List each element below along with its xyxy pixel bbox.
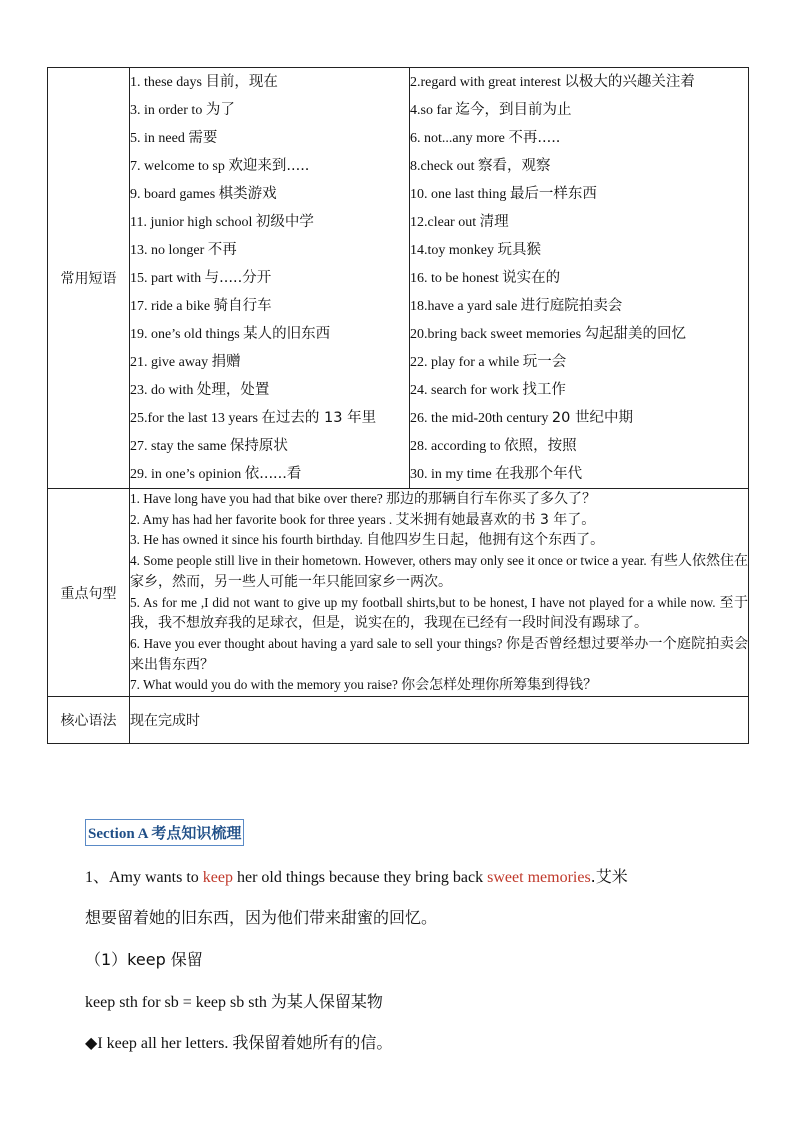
phrase-en: 26. the mid-20th century bbox=[410, 411, 549, 426]
highlight-sweet-memories: sweet memories bbox=[487, 869, 591, 886]
phrases-label: 常用短语 bbox=[48, 68, 130, 489]
key-sentence bbox=[130, 593, 748, 634]
key-sentence bbox=[130, 489, 748, 510]
phrase-zh: 玩具猴 bbox=[497, 242, 541, 258]
point-heading-keep bbox=[85, 947, 203, 970]
sentences-row bbox=[48, 489, 749, 697]
sentence-zh: 艾米拥有她最喜欢的书 3 年了。 bbox=[395, 511, 596, 528]
phrase-item bbox=[130, 180, 409, 208]
sentence-zh: 那边的那辆自行车你买了多久了？ bbox=[385, 491, 596, 507]
phrase-item bbox=[410, 264, 748, 292]
sentence-en: 5. As for me ,I did not want to give up my football shirts,but to be honest, I have not played for a while now. bbox=[130, 594, 716, 610]
phrase-zh: 说实在的 bbox=[502, 270, 561, 286]
key-sentence bbox=[130, 634, 748, 675]
phrase-zh: 在我那个年代 bbox=[495, 466, 583, 482]
phrase-item bbox=[130, 404, 409, 432]
phrase-en: 21. give away bbox=[130, 355, 209, 370]
example-zh: 我保留着她所有的信。 bbox=[232, 1033, 393, 1052]
phrase-en: 6. not...any more bbox=[410, 131, 505, 146]
sentence-en: 2. Amy has had her favorite book for three years . bbox=[130, 511, 393, 527]
phrase-item bbox=[410, 376, 748, 404]
phrase-item bbox=[130, 348, 409, 376]
phrase-zh: 捐赠 bbox=[211, 354, 241, 370]
phrase-en: 9. board games bbox=[130, 187, 216, 202]
phrase-en: 17. ride a bike bbox=[130, 299, 211, 314]
phrase-en: 7. welcome to sp bbox=[130, 159, 225, 174]
phrase-zh: 察看，观察 bbox=[478, 158, 551, 174]
phrase-en: 8.check out bbox=[410, 159, 475, 174]
phrase-en: 29. in one’s opinion bbox=[130, 467, 242, 482]
phrase-zh: 在过去的 13 年里 bbox=[261, 410, 377, 426]
phrase-item bbox=[410, 460, 748, 488]
translation-text: 想要留着她的旧东西，因为他们带来甜蜜的回忆。 bbox=[85, 908, 438, 927]
sentence-zh: 自他四岁生日起，他拥有这个东西了。 bbox=[366, 532, 605, 549]
phrase-item bbox=[410, 348, 748, 376]
grammar-value: 现在完成时 bbox=[130, 697, 749, 744]
phrase-en: 27. stay the same bbox=[130, 439, 227, 454]
phrase-zh: 棋类游戏 bbox=[218, 186, 277, 202]
usage-pattern: keep sth for sb = keep sb sth bbox=[85, 994, 271, 1011]
sentence-zh: 你会怎样处理你所筹集到得钱？ bbox=[401, 677, 598, 694]
phrase-zh: 以极大的兴趣关注着 bbox=[564, 74, 695, 90]
phrase-en: 28. according to bbox=[410, 439, 501, 454]
phrase-en: 2.regard with great interest bbox=[410, 75, 561, 90]
phrase-item bbox=[130, 292, 409, 320]
phrase-item bbox=[410, 180, 748, 208]
phrases-right-column bbox=[410, 68, 749, 489]
phrase-item bbox=[410, 152, 748, 180]
phrase-item bbox=[410, 68, 748, 96]
phrase-zh: 依......看 bbox=[244, 466, 302, 482]
phrase-item bbox=[130, 68, 409, 96]
sentence-zh: 有些人依然住在家乡，然而，另一些人可能一年只能回家乡一两次。 bbox=[130, 553, 749, 590]
example-sentence-line bbox=[85, 864, 628, 887]
sentence-en: 1. Have long have you had that bike over there? bbox=[130, 491, 383, 506]
phrase-en: 23. do with bbox=[130, 383, 194, 398]
phrases-left-column bbox=[130, 68, 410, 489]
phrase-en: 25.for the last 13 years bbox=[130, 411, 258, 426]
phrase-zh: 保持原状 bbox=[229, 438, 288, 454]
point-heading-text: （1）keep 保留 bbox=[85, 950, 203, 969]
section-title-en: Section A bbox=[88, 826, 148, 842]
phrase-zh: 为了 bbox=[205, 102, 235, 118]
phrase-zh: 找工作 bbox=[522, 382, 566, 398]
key-sentence bbox=[130, 675, 748, 696]
sentence-en: 4. Some people still live in their hometown. However, others may only see it once or twice a year. bbox=[130, 553, 647, 569]
phrase-item bbox=[130, 236, 409, 264]
sentence-zh: 至于我，我不想放弃我的足球衣，但是，说实在的，我现在已经有一段时间没有踢球了。 bbox=[130, 594, 749, 632]
phrase-en: 16. to be honest bbox=[410, 271, 499, 286]
phrase-zh: 20 世纪中期 bbox=[551, 410, 633, 426]
highlight-keep: keep bbox=[202, 869, 233, 886]
sentence-prefix: 1、Amy wants to bbox=[85, 869, 203, 886]
sentence-middle: her old things because they bring back bbox=[232, 869, 488, 886]
grammar-label: 核心语法 bbox=[48, 697, 130, 744]
phrase-item bbox=[410, 432, 748, 460]
phrase-item bbox=[410, 320, 748, 348]
phrase-en: 4.so far bbox=[410, 103, 452, 118]
phrase-en: 15. part with bbox=[130, 271, 202, 286]
sentences-label: 重点句型 bbox=[48, 489, 130, 697]
phrase-item bbox=[130, 376, 409, 404]
phrase-en: 14.toy monkey bbox=[410, 243, 494, 258]
phrases-row bbox=[48, 68, 749, 489]
phrase-en: 22. play for a while bbox=[410, 355, 520, 370]
sentence-zh: 你是否曾经想过要举办一个庭院拍卖会来出售东西？ bbox=[130, 635, 749, 673]
phrase-zh: 玩一会 bbox=[522, 354, 567, 370]
phrase-zh: 欢迎来到..... bbox=[228, 158, 310, 174]
phrase-item bbox=[130, 124, 409, 152]
phrase-item bbox=[130, 432, 409, 460]
translation-line bbox=[85, 905, 437, 928]
phrase-en: 19. one’s old things bbox=[130, 327, 240, 342]
phrase-item bbox=[130, 96, 409, 124]
phrase-zh: 清理 bbox=[479, 214, 509, 230]
sentence-end: .艾米 bbox=[590, 867, 628, 886]
phrase-en: 20.bring back sweet memories bbox=[410, 327, 582, 342]
phrase-item bbox=[410, 292, 748, 320]
phrase-zh: 迄今，到目前为止 bbox=[455, 102, 572, 118]
phrase-en: 10. one last thing bbox=[410, 187, 507, 202]
phrase-zh: 进行庭院拍卖会 bbox=[520, 298, 623, 314]
phrase-item bbox=[410, 208, 748, 236]
phrase-en: 1. these days bbox=[130, 75, 202, 90]
phrase-item bbox=[130, 208, 409, 236]
example-en: I keep all her letters. bbox=[97, 1035, 233, 1052]
phrase-en: 24. search for work bbox=[410, 383, 519, 398]
key-sentence bbox=[130, 510, 748, 531]
phrase-item bbox=[130, 152, 409, 180]
phrase-en: 11. junior high school bbox=[130, 215, 253, 230]
phrase-item bbox=[130, 460, 409, 488]
phrase-item bbox=[410, 404, 748, 432]
phrase-zh: 骑自行车 bbox=[213, 298, 272, 314]
diamond-bullet-icon: ◆ bbox=[85, 1033, 98, 1052]
phrase-en: 13. no longer bbox=[130, 243, 205, 258]
usage-meaning: 为某人保留某物 bbox=[270, 992, 383, 1011]
phrase-zh: 需要 bbox=[188, 130, 218, 146]
key-sentence bbox=[130, 530, 748, 551]
phrase-zh: 依照，按照 bbox=[504, 438, 577, 454]
section-title bbox=[85, 819, 244, 846]
sentence-en: 6. Have you ever thought about having a yard sale to sell your things? bbox=[130, 635, 503, 651]
section-title-zh: 考点知识梳理 bbox=[151, 824, 242, 842]
phrase-item bbox=[130, 320, 409, 348]
phrase-zh: 最后一样东西 bbox=[509, 186, 597, 202]
phrase-en: 12.clear out bbox=[410, 215, 477, 230]
phrase-zh: 目前，现在 bbox=[205, 74, 278, 90]
grammar-row bbox=[48, 697, 749, 744]
sentence-en: 3. He has owned it since his fourth birthday. bbox=[130, 532, 363, 548]
phrase-zh: 与.....分开 bbox=[204, 270, 272, 286]
phrase-item bbox=[410, 96, 748, 124]
phrase-zh: 处理，处置 bbox=[196, 382, 270, 398]
phrase-zh: 初级中学 bbox=[255, 214, 314, 230]
key-sentence bbox=[130, 551, 748, 592]
summary-table bbox=[47, 67, 749, 744]
phrase-en: 5. in need bbox=[130, 131, 185, 146]
phrase-item bbox=[410, 124, 748, 152]
sentences-cell bbox=[130, 489, 749, 697]
phrase-zh: 不再 bbox=[207, 242, 237, 258]
usage-line bbox=[85, 989, 383, 1012]
example-line bbox=[85, 1030, 392, 1053]
phrase-en: 18.have a yard sale bbox=[410, 299, 518, 314]
phrase-zh: 不再..... bbox=[508, 130, 561, 146]
phrase-en: 30. in my time bbox=[410, 467, 492, 482]
phrase-zh: 勾起甜美的回忆 bbox=[584, 326, 687, 342]
phrase-zh: 某人的旧东西 bbox=[243, 326, 331, 342]
sentence-en: 7. What would you do with the memory you raise? bbox=[130, 677, 398, 693]
phrase-en: 3. in order to bbox=[130, 103, 203, 118]
phrase-item bbox=[410, 236, 748, 264]
phrase-item bbox=[130, 264, 409, 292]
